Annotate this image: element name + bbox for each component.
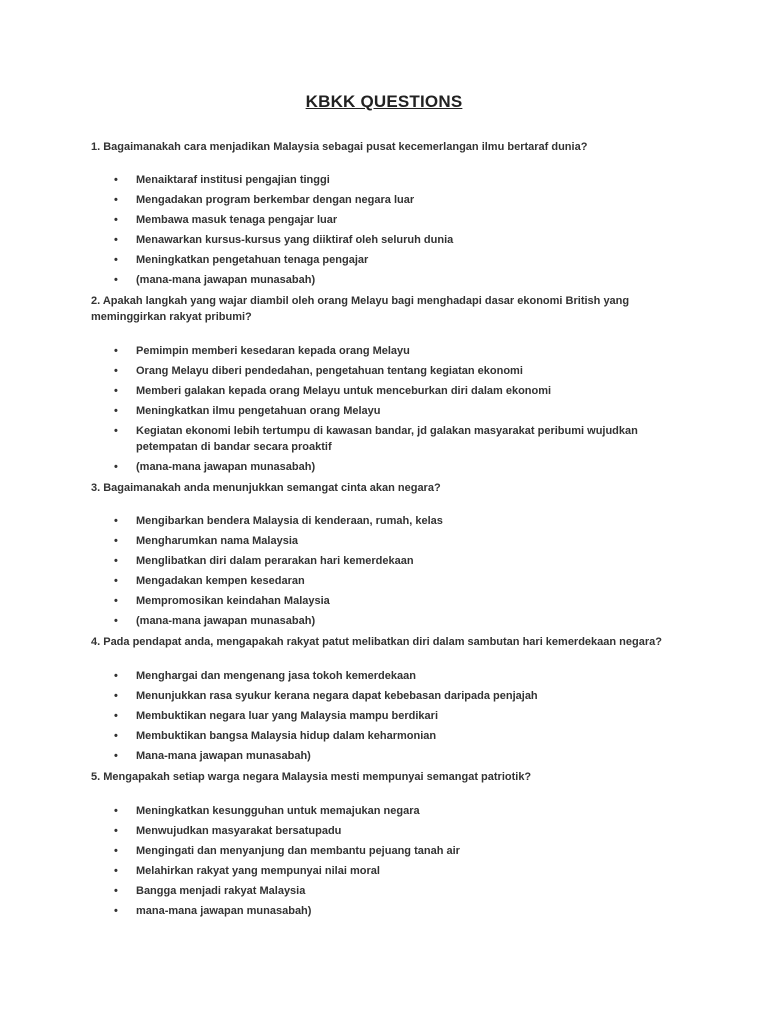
list-item [0,688,768,704]
answer-text: Mana-mana jawapan munasabah) [136,750,311,762]
bullet-icon: • [114,555,118,567]
list-item [0,212,768,228]
list-item [0,903,768,919]
question-1: 1. Bagaimanakah cara menjadikan Malaysia sebagai pusat kecemerlangan ilmu bertaraf dunia? [91,141,588,153]
list-item [0,708,768,724]
list-item [0,883,768,899]
answer-text: Menaiktaraf institusi pengajian tinggi [136,174,330,186]
question-5: 5. Mengapakah setiap warga negara Malaysia mesti mempunyai semangat patriotik? [91,771,532,783]
bullet-icon: • [114,174,118,186]
list-item [0,272,768,288]
bullet-icon: • [114,214,118,226]
answer-list-5 [0,803,768,923]
bullet-icon: • [114,905,118,917]
answer-text: Orang Melayu diberi pendedahan, pengetahuan tentang kegiatan ekonomi [136,365,523,377]
answer-text: Mengingati dan menyanjung dan membantu pejuang tanah air [136,845,460,857]
answer-text: Bangga menjadi rakyat Malaysia [136,885,306,897]
question-3: 3. Bagaimanakah anda menunjukkan semangat cinta akan negara? [91,482,441,494]
list-item [0,553,768,569]
list-item [0,613,768,629]
list-item [0,383,768,399]
list-item [0,823,768,839]
bullet-icon: • [114,254,118,266]
list-item [0,459,768,475]
answer-text: Mempromosikan keindahan Malaysia [136,595,330,607]
bullet-icon: • [114,194,118,206]
bullet-icon: • [114,405,118,417]
answer-text: (mana-mana jawapan munasabah) [136,461,316,473]
list-item [0,232,768,248]
list-item [0,843,768,859]
question-4: 4. Pada pendapat anda, mengapakah rakyat patut melibatkan diri dalam sambutan hari kemerdekaan negara? [91,636,662,648]
answer-text: Menunjukkan rasa syukur kerana negara dapat kebebasan daripada penjajah [136,690,538,702]
answer-list-1 [0,172,768,292]
bullet-icon: • [114,615,118,627]
answer-text: Mengadakan program berkembar dengan negara luar [136,194,415,206]
bullet-icon: • [114,670,118,682]
list-item [0,803,768,819]
bullet-icon: • [114,515,118,527]
answer-text: Membuktikan bangsa Malaysia hidup dalam keharmonian [136,730,437,742]
answer-text: (mana-mana jawapan munasabah) [136,274,316,286]
bullet-icon: • [114,385,118,397]
answer-text: Menghargai dan mengenang jasa tokoh kemerdekaan [136,670,416,682]
bullet-icon: • [114,805,118,817]
bullet-icon: • [114,865,118,877]
bullet-icon: • [114,710,118,722]
bullet-icon: • [114,825,118,837]
answer-text: Kegiatan ekonomi lebih tertumpu di kawasan bandar, jd galakan masyarakat peribumi wujudkan petempatan di bandar secara proaktif [136,425,638,453]
bullet-icon: • [114,750,118,762]
answer-text: Membuktikan negara luar yang Malaysia mampu berdikari [136,710,438,722]
list-item [0,192,768,208]
answer-text: Meningkatkan kesungguhan untuk memajukan negara [136,805,420,817]
list-item [0,343,768,359]
answer-list-4 [0,668,768,768]
answer-list-3 [0,513,768,633]
answer-text: Menawarkan kursus-kursus yang diiktiraf oleh seluruh dunia [136,234,454,246]
page-title: KBKK QUESTIONS [305,92,463,111]
answer-text: Mengharumkan nama Malaysia [136,535,299,547]
answer-text: Menwujudkan masyarakat bersatupadu [136,825,342,837]
list-item [0,252,768,268]
bullet-icon: • [114,845,118,857]
bullet-icon: • [114,575,118,587]
answer-text: Memberi galakan kepada orang Melayu untuk menceburkan diri dalam ekonomi [136,385,552,397]
list-item [0,533,768,549]
list-item [0,403,768,419]
bullet-icon: • [114,345,118,357]
list-item [0,668,768,684]
bullet-icon: • [114,274,118,286]
list-item [0,728,768,744]
answer-text: Membawa masuk tenaga pengajar luar [136,214,338,226]
answer-text: Meningkatkan ilmu pengetahuan orang Melayu [136,405,381,417]
bullet-icon: • [114,461,118,473]
list-item [0,363,768,379]
answer-list-2 [0,343,768,479]
list-item [0,573,768,589]
bullet-icon: • [114,365,118,377]
bullet-icon: • [114,885,118,897]
answer-text: Pemimpin memberi kesedaran kepada orang Melayu [136,345,410,357]
list-item [0,172,768,188]
list-item [0,748,768,764]
bullet-icon: • [114,730,118,742]
list-item [0,423,768,455]
list-item [0,513,768,529]
bullet-icon: • [114,535,118,547]
bullet-icon: • [114,595,118,607]
answer-text: mana-mana jawapan munasabah) [136,905,312,917]
answer-text: (mana-mana jawapan munasabah) [136,615,316,627]
list-item [0,593,768,609]
answer-text: Melahirkan rakyat yang mempunyai nilai moral [136,865,380,877]
answer-text: Mengadakan kempen kesedaran [136,575,305,587]
answer-text: Meningkatkan pengetahuan tenaga pengajar [136,254,369,266]
answer-text: Menglibatkan diri dalam perarakan hari kemerdekaan [136,555,414,567]
bullet-icon: • [114,690,118,702]
answer-text: Mengibarkan bendera Malaysia di kenderaan, rumah, kelas [136,515,443,527]
list-item [0,863,768,879]
bullet-icon: • [114,234,118,246]
question-2: 2. Apakah langkah yang wajar diambil oleh orang Melayu bagi menghadapi dasar ekonomi British yang meminggirkan rakyat pribumi? [91,295,630,323]
bullet-icon: • [114,425,118,437]
